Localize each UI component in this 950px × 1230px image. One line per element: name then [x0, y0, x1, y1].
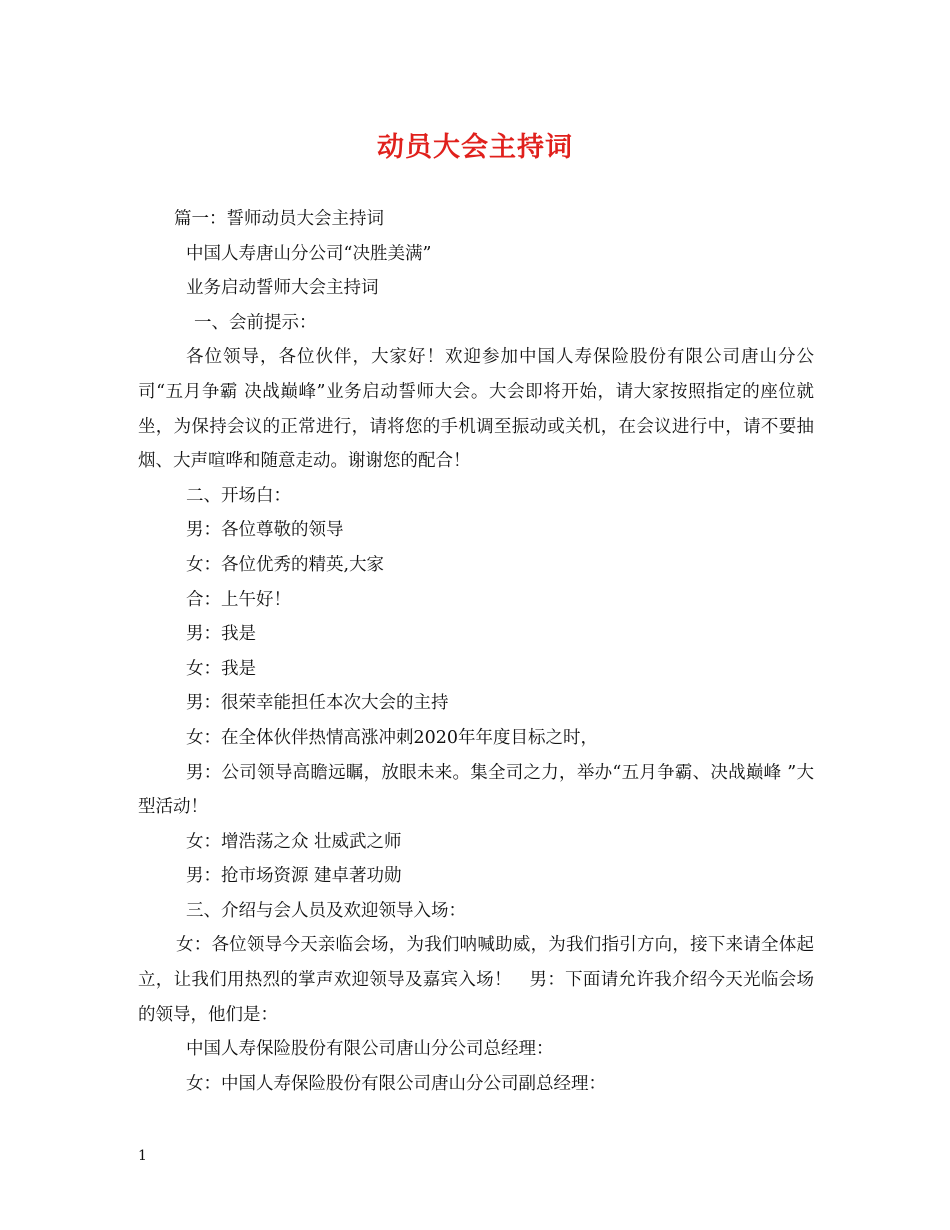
paragraph-company-title: 中国人寿唐山分公司“决胜美满” — [186, 243, 432, 264]
dialogue-paragraph: 男：公司领导高瞻远瞩，放眼未来。集全司之力，举办“五月争霸、决战巅峰 ”大型活动！ — [138, 762, 814, 818]
dialogue-line: 女：在全体伙伴热情高涨冲刺2020年年度目标之时， — [186, 727, 599, 748]
dialogue-line: 男：抢市场资源 建卓著功勋 — [186, 866, 402, 887]
paragraph-subtitle: 业务启动誓师大会主持词 — [186, 278, 379, 299]
section-heading-opening: 二、开场白： — [186, 485, 291, 506]
section-heading-pre-meeting: 一、会前提示： — [194, 312, 317, 333]
dialogue-line: 女：增浩荡之众 壮威武之师 — [186, 831, 402, 852]
dialogue-line: 中国人寿保险股份有限公司唐山分公司总经理： — [186, 1039, 554, 1060]
dialogue-line: 女：中国人寿保险股份有限公司唐山分公司副总经理： — [186, 1073, 606, 1094]
section-heading-introduction: 三、介绍与会人员及欢迎领导入场： — [186, 900, 466, 921]
dialogue-line: 女：我是 — [186, 658, 256, 679]
dialogue-line: 女：各位优秀的精英,大家 — [186, 554, 385, 575]
paragraph-chapter-heading: 篇一：誓师动员大会主持词 — [174, 209, 384, 229]
paragraph-welcome-notice: 各位领导，各位伙伴，大家好！欢迎参加中国人寿保险股份有限公司唐山分公司“五月争霸 决战巅峰”业务启动誓师大会。大会即将开始，请大家按照指定的座位就坐，为保持会议的正常进行，请将您的手机调至振动或关机，在会议进行中，请不要抽烟、大声喧哗和随意走动。谢谢您的配合！ — [138, 347, 814, 472]
dialogue-paragraph: 女：各位领导今天亲临会场，为我们呐喊助威，为我们指引方向，接下来请全体起立，让我们用热烈的掌声欢迎领导及嘉宾入场！ 男：下面请允许我介绍今天光临会场的领导，他们是： — [138, 935, 814, 1025]
dialogue-line: 男：我是 — [186, 624, 256, 645]
dialogue-line: 男：很荣幸能担任本次大会的主持 — [186, 693, 449, 714]
dialogue-line: 男：各位尊敬的领导 — [186, 520, 344, 541]
page-number: 1 — [138, 1148, 147, 1164]
document-body — [138, 202, 814, 1101]
dialogue-line: 合：上午好！ — [186, 589, 291, 610]
document-title: 动员大会主持词 — [377, 132, 573, 163]
